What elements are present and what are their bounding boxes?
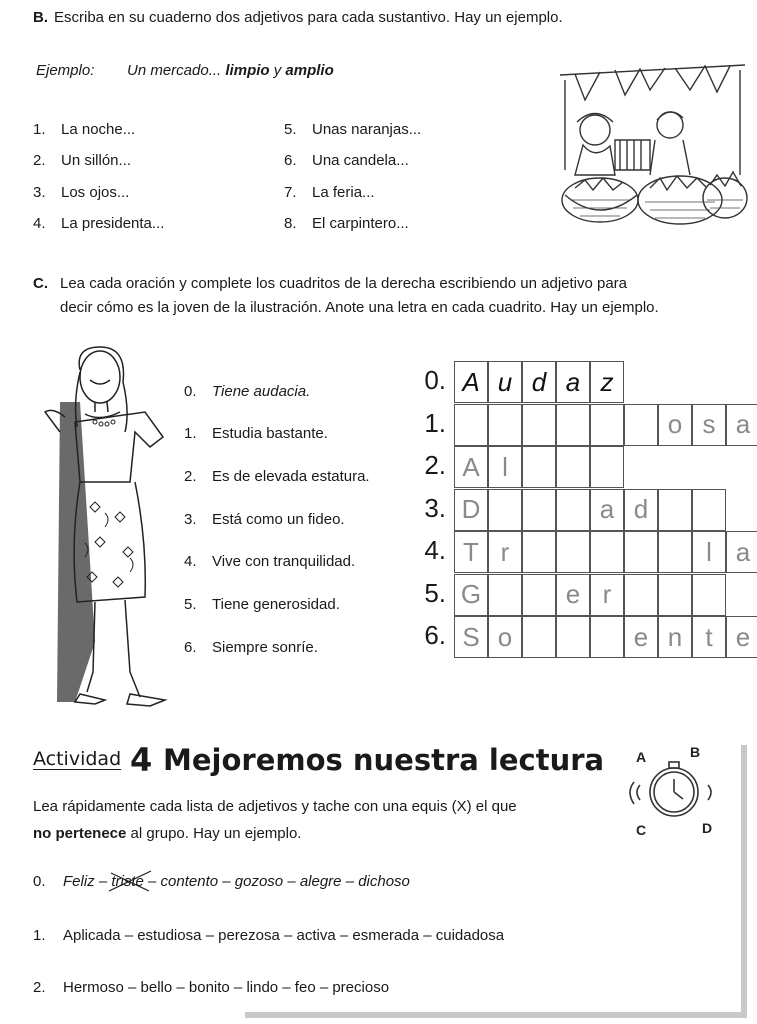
girl-illustration (35, 342, 185, 714)
clue: 0. Tiene audacia. (184, 383, 311, 400)
grid-cell[interactable] (556, 489, 590, 531)
grid-cell[interactable] (454, 404, 488, 446)
clue: 5. Tiene generosidad. (184, 596, 340, 613)
grid-cell[interactable] (488, 489, 522, 531)
grid-cell[interactable]: a (726, 404, 757, 446)
list-item: 2. Un sillón... (33, 152, 132, 169)
grid-cell[interactable]: l (488, 446, 522, 488)
grid-row-label: 1. (424, 407, 446, 438)
grid-cell[interactable] (590, 404, 624, 446)
market-illustration (555, 60, 750, 240)
grid-cell[interactable]: D (454, 489, 488, 531)
grid-cell[interactable]: T (454, 531, 488, 573)
crossword-grid (412, 361, 752, 661)
grid-cell[interactable] (624, 404, 658, 446)
list-item: 3. Los ojos... (33, 184, 130, 201)
crossed-word: triste (111, 873, 144, 890)
grid-cell[interactable]: s (692, 404, 726, 446)
list-item: 1. La noche... (33, 121, 136, 138)
panel-shadow-right (741, 745, 747, 1018)
list-item: 7. La feria... (284, 184, 375, 201)
grid-cell[interactable]: z (590, 361, 624, 403)
clue: 6. Siempre sonríe. (184, 639, 318, 656)
example-and: y (273, 62, 282, 79)
grid-cell[interactable] (522, 616, 556, 658)
list-item: 2. Hermoso – bello – bonito – lindo – feo – precioso (33, 979, 390, 996)
grid-cell[interactable]: e (624, 616, 658, 658)
section-b-instruction (33, 9, 563, 26)
grid-cell[interactable] (692, 489, 726, 531)
grid-cell[interactable]: e (726, 616, 757, 658)
clue: 4. Vive con tranquilidad. (184, 553, 356, 570)
grid-cell[interactable] (624, 531, 658, 573)
clock-label-d: D (702, 820, 713, 836)
grid-cell[interactable] (590, 446, 624, 488)
grid-row-label: 2. (424, 450, 446, 480)
clue: 3. Está como un fideo. (184, 511, 345, 528)
activity-number: 4 (130, 741, 153, 779)
section-c-letter: C. (33, 275, 48, 292)
grid-cell[interactable]: u (488, 361, 522, 403)
list-item: 5. Unas naranjas... (284, 121, 422, 138)
activity-title: Mejoremos nuestra lectura (163, 743, 605, 777)
grid-cell[interactable] (692, 574, 726, 616)
section-c-line-2: decir cómo es la joven de la ilustración. Anote una letra en cada cuadrito. Hay un ejemplo. (60, 299, 659, 316)
list-item: 1. Aplicada – estudiosa – perezosa – activa – esmerada – cuidadosa (33, 927, 505, 944)
example-adjective-1: limpio (225, 62, 270, 79)
grid-cell[interactable]: A (454, 446, 488, 488)
stopwatch-icon (622, 737, 722, 837)
grid-cell[interactable]: a (556, 361, 590, 403)
grid-cell[interactable] (488, 574, 522, 616)
grid-row-label: 0. (424, 365, 446, 395)
grid-cell[interactable]: A (454, 361, 488, 403)
grid-cell[interactable] (522, 446, 556, 488)
section-b-letter: B. (33, 9, 48, 26)
grid-cell[interactable]: G (454, 574, 488, 616)
grid-row-label: 5. (424, 577, 446, 608)
grid-cell[interactable]: r (590, 574, 624, 616)
activity-instruction: Lea rápidamente cada lista de adjetivos y tache con una equis (X) el que no pertenece al grupo. Hay un ejemplo. (33, 798, 517, 842)
clock-label-b: B (690, 744, 701, 760)
grid-cell[interactable]: S (454, 616, 488, 658)
clock-label-c: C (636, 822, 647, 837)
activity-label: Actividad (33, 748, 122, 770)
grid-cell[interactable] (590, 531, 624, 573)
grid-cell[interactable] (556, 531, 590, 573)
grid-cell[interactable] (556, 404, 590, 446)
grid-row-label: 3. (424, 492, 446, 523)
grid-cell[interactable] (556, 616, 590, 658)
grid-cell[interactable] (522, 489, 556, 531)
list-item: 6. Una candela... (284, 152, 409, 169)
instruction-bold: no pertenece (33, 825, 127, 842)
section-c-instruction (33, 272, 748, 320)
list-item-example: 0. Feliz – triste – contento – gozoso – alegre – dichoso (33, 873, 410, 890)
grid-cell[interactable]: o (488, 616, 522, 658)
grid-cell[interactable]: d (522, 361, 556, 403)
grid-cell[interactable] (624, 574, 658, 616)
section-b-text: Escriba en su cuaderno dos adjetivos para cada sustantivo. Hay un ejemplo. (54, 9, 563, 26)
grid-cell[interactable]: r (488, 531, 522, 573)
clock-label-a: A (636, 749, 647, 765)
list-item: 8. El carpintero... (284, 215, 409, 232)
example-adjective-2: amplio (285, 62, 334, 79)
cross-mark-icon (107, 869, 155, 895)
grid-cell[interactable] (522, 531, 556, 573)
example-text: Un mercado... (127, 62, 222, 79)
grid-row-label: 4. (424, 535, 446, 565)
grid-cell[interactable]: n (658, 616, 692, 658)
grid-cell[interactable]: d (624, 489, 658, 531)
grid-cell[interactable] (522, 574, 556, 616)
section-c-line-1: Lea cada oración y complete los cuadritos de la derecha escribiendo un adjetivo para (60, 275, 628, 292)
grid-cell[interactable]: l (692, 531, 726, 573)
grid-row-label: 6. (424, 620, 446, 650)
grid-cell[interactable]: a (726, 531, 757, 573)
grid-cell[interactable] (488, 404, 522, 446)
list-item: 4. La presidenta... (33, 215, 165, 232)
grid-cell[interactable] (522, 404, 556, 446)
clue: 2. Es de elevada estatura. (184, 468, 370, 485)
grid-cell[interactable]: o (658, 404, 692, 446)
clue: 1. Estudia bastante. (184, 425, 328, 442)
grid-cell[interactable] (556, 446, 590, 488)
grid-cell[interactable] (590, 616, 624, 658)
grid-cell[interactable] (658, 489, 692, 531)
grid-cell[interactable] (658, 574, 692, 616)
example-line (36, 62, 334, 79)
panel-shadow-bottom (245, 1012, 747, 1018)
example-label: Ejemplo: (36, 62, 95, 79)
grid-cell[interactable]: a (590, 489, 624, 531)
grid-cell[interactable] (658, 531, 692, 573)
grid-cell[interactable]: e (556, 574, 590, 616)
grid-cell[interactable]: t (692, 616, 726, 658)
